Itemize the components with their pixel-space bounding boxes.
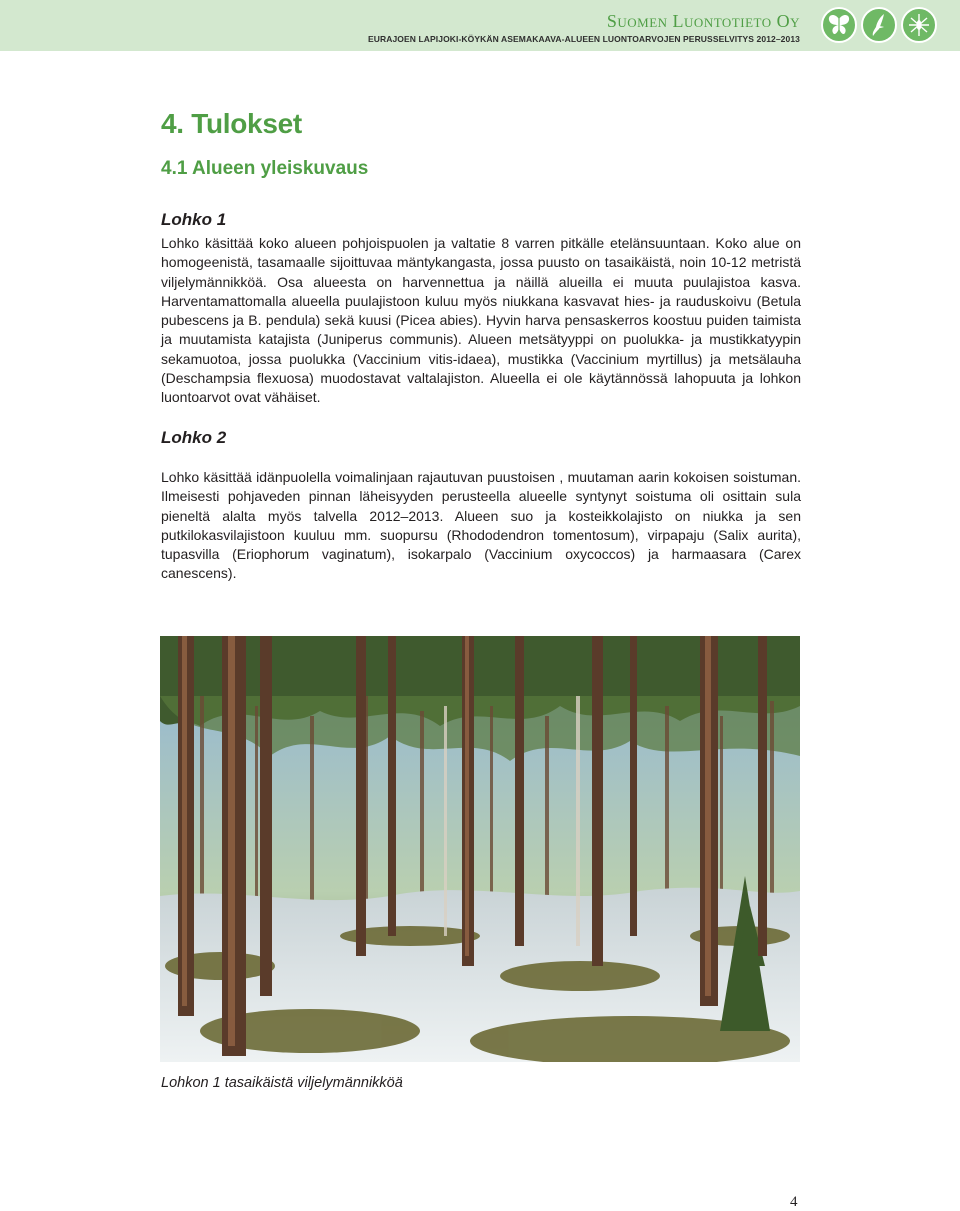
section-title: 4. Tulokset bbox=[161, 108, 302, 139]
report-title: EURAJOEN LAPIJOKI-KÖYKÄN ASEMAKAAVA-ALUEEN LUONTOARVOJEN PERUSSELVITYS 2012–2013 bbox=[368, 34, 800, 44]
page-number: 4 bbox=[790, 1194, 798, 1210]
block-text: Lohko käsittää idänpuolella voimalinjaan rajautuvan puustoisen , muutaman aarin kokoisen soistuman. Ilmeisesti pohjaveden pinnan läheisyyden perusteella alueelle syntynyt soistuma oli osittain sula pieneltä alalta myös talvella 2012–2013. Alueen suo ja kosteikkolajisto on niukka ja sen putkilokasvilajistoon kuuluu mm. suopursu (Rhododendron tomentosum), virpapaju (Salix aurita), tupasvilla (Eriophorum vaginatum), isokarpalo (Vaccinium oxycoccos) ja harmaasara (Carex canescens). bbox=[161, 469, 801, 582]
bird-icon bbox=[861, 7, 897, 43]
figure-caption: Lohkon 1 tasaikäistä viljelymännikköä bbox=[161, 1075, 403, 1091]
block-lohko-2 bbox=[161, 428, 801, 584]
butterfly-icon bbox=[821, 7, 857, 43]
company-name: Suomen Luontotieto Oy bbox=[606, 11, 800, 31]
section-subtitle: 4.1 Alueen yleiskuvaus bbox=[161, 158, 369, 179]
page-header bbox=[0, 0, 960, 51]
insect-icon bbox=[901, 7, 937, 43]
block-lohko-1 bbox=[161, 210, 801, 408]
block-heading: Lohko 1 bbox=[161, 210, 227, 229]
forest-photo bbox=[160, 636, 800, 1062]
block-text: Lohko käsittää koko alueen pohjoispuolen ja valtatie 8 varren pitkälle etelänsuuntaan. Koko alue on homogeenistä, tasamaalle sijoittuvaa mäntykangasta, jossa puusto on tasaikäistä, noin 10-12 metristä viljelymännikköä. Osa alueesta on harvennettua ja näillä alueilla ei muuta puulajistoa kasva. Harventamattomalla alueella puulajistoon kuluu myös niukkana kasvavat hies- ja rauduskoivu (Betula pubescens ja B. pendula) sekä kuusi (Picea abies). Hyvin harva pensaskerros koostuu puiden taimista ja muutamista katajista (Juniperus communis). Alueen metsätyyppi on puolukka- ja mustikkatyypin sekamuotoa, jossa puolukka (Vaccinium vitis-idaea), mustikka (Vaccinium myrtillus) ja metsälauha (Deschampsia flexuosa) muodostavat valtalajiston. Alueella ei ole käytännössä lahopuuta ja lohkon luontoarvot ovat vähäiset. bbox=[161, 235, 801, 406]
block-heading: Lohko 2 bbox=[161, 428, 227, 447]
